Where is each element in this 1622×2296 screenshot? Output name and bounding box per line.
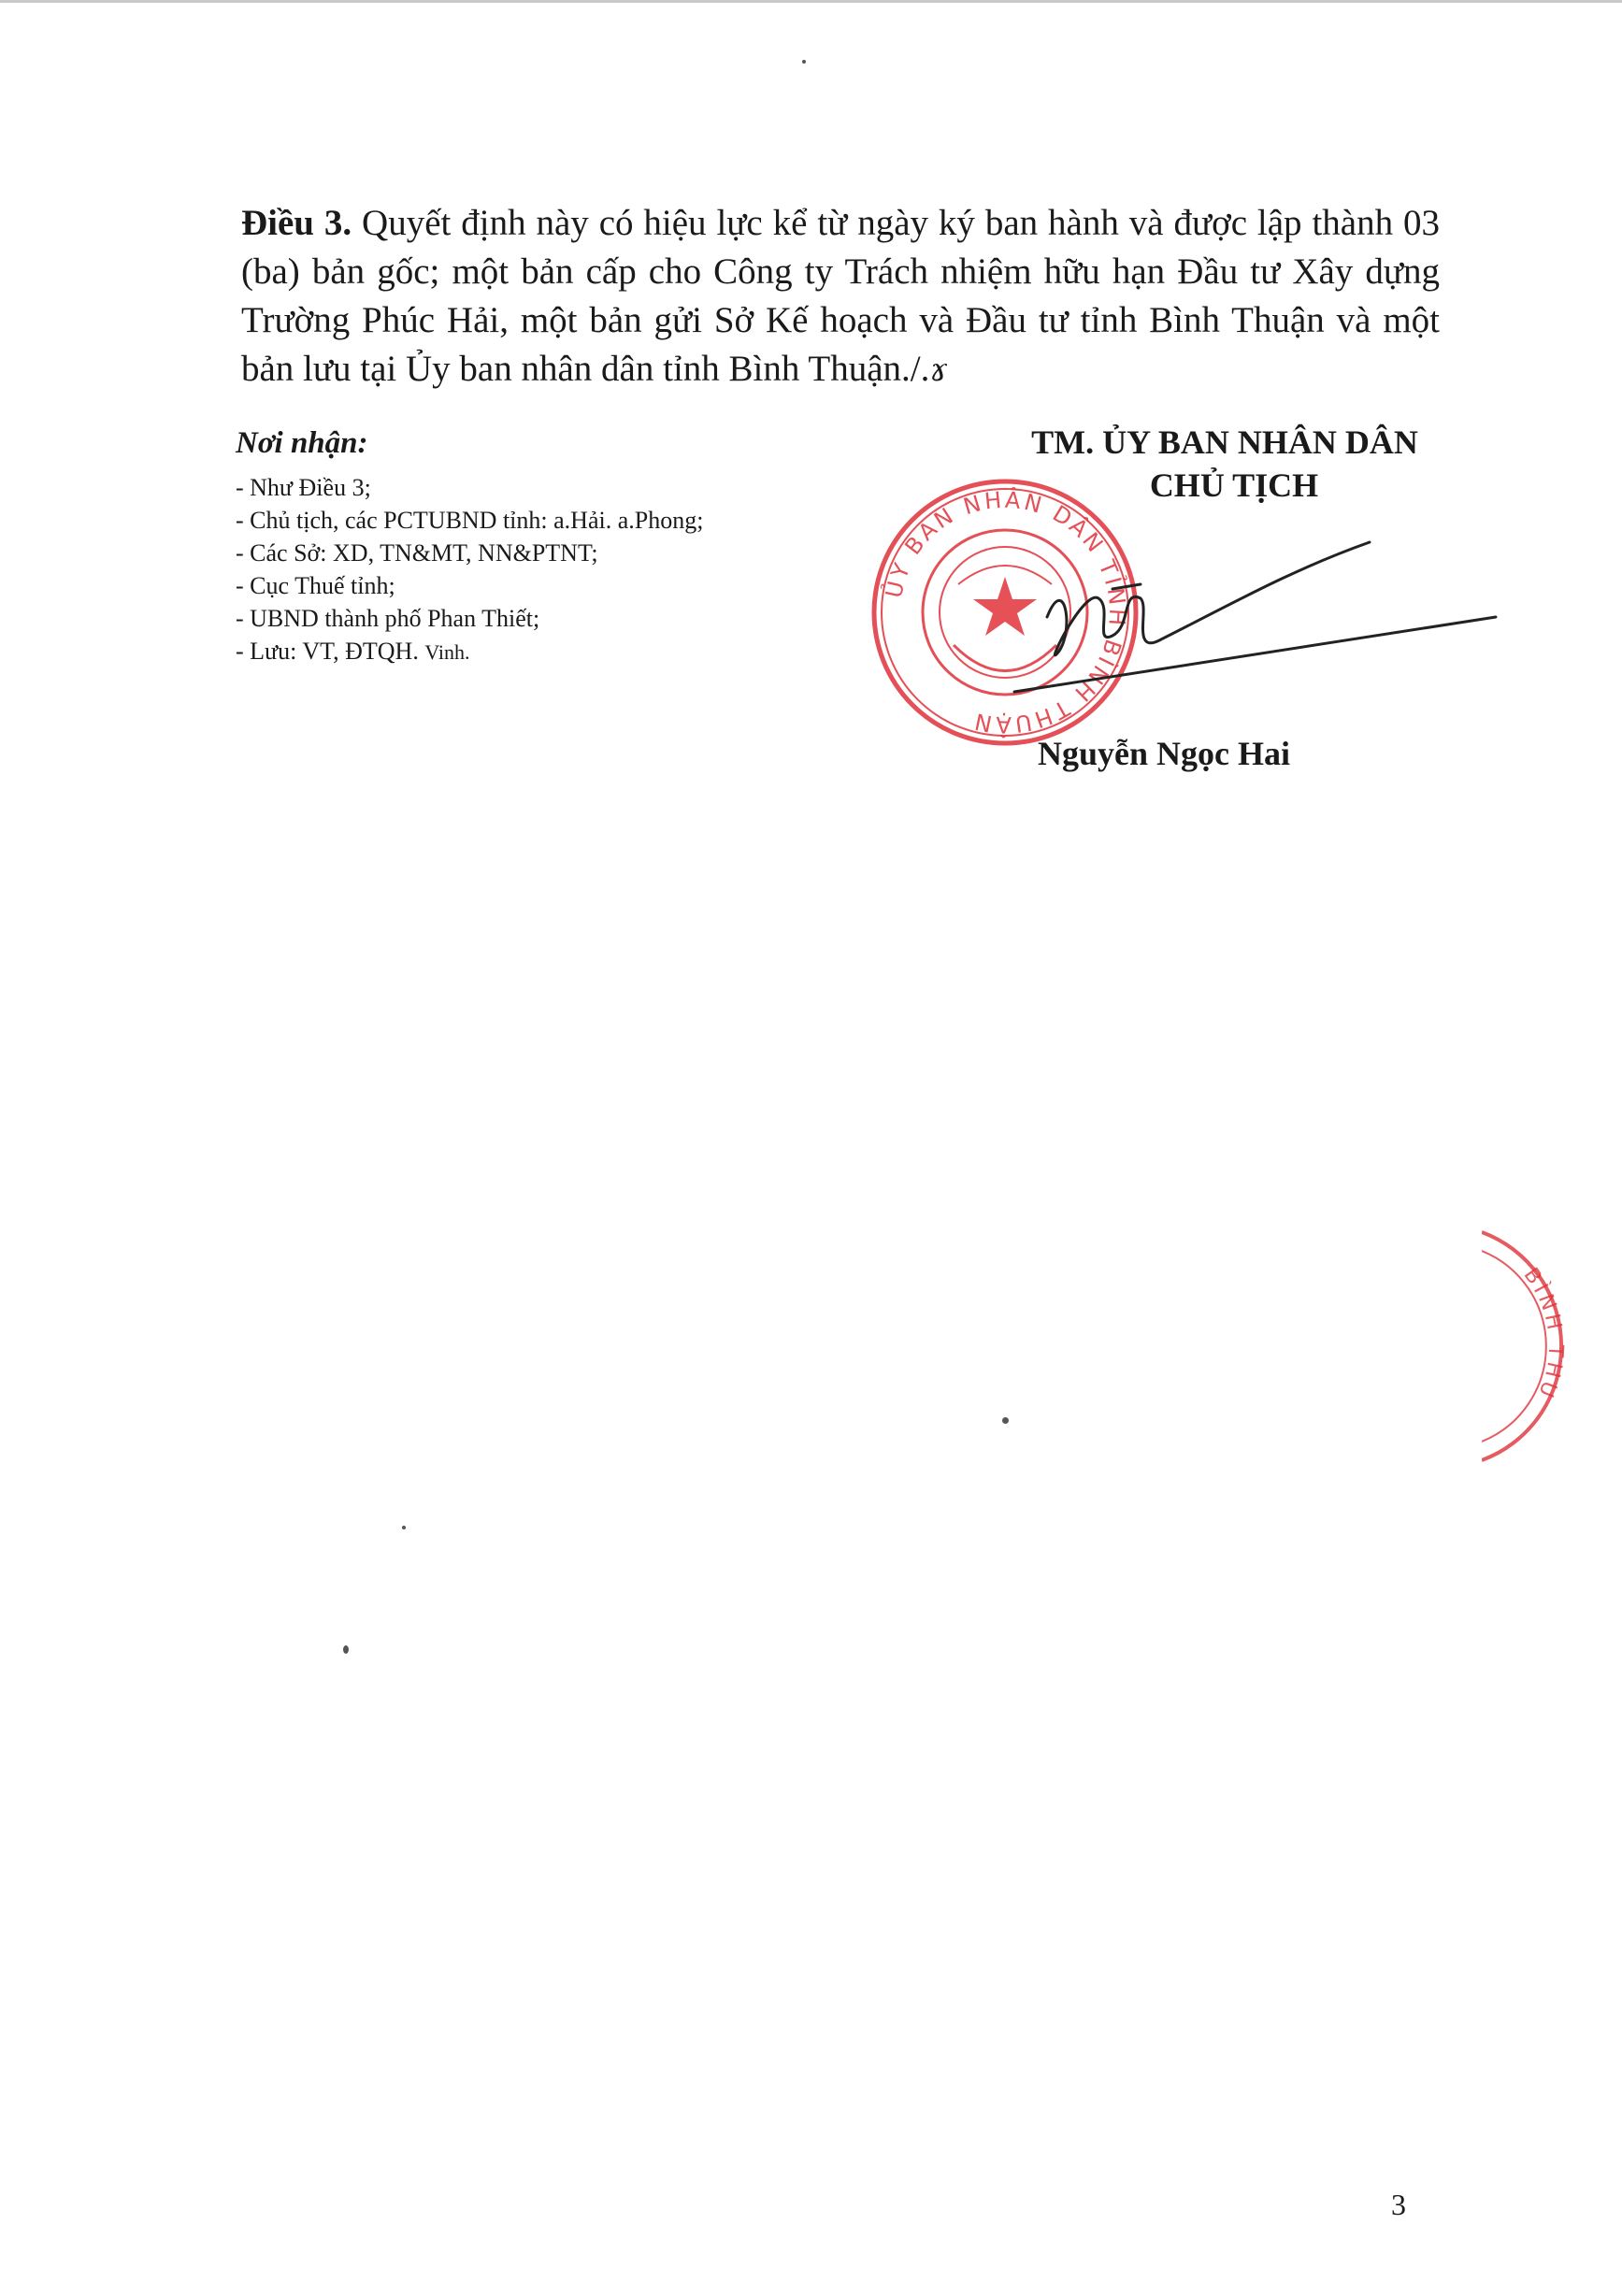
recipient-text: - UBND thành phố Phan Thiết; — [236, 605, 540, 632]
recipient-item — [236, 537, 834, 569]
page-number: 3 — [1391, 2188, 1406, 2221]
initial-mark: ɤ — [929, 352, 948, 389]
recipient-text: - Chủ tịch, các PCTUBND tỉnh: a.Hải. a.Phong; — [236, 507, 704, 534]
recipients-heading: Nơi nhận: — [236, 426, 368, 460]
article-3-lead: Điều 3. — [241, 203, 352, 243]
recipient-text: - Các Sở: XD, TN&MT, NN&PTNT; — [236, 539, 598, 567]
scan-speck — [1002, 1417, 1009, 1424]
seal-text: ỦY BAN NHÂN DÂN TỈNH BÌNH THUẬN — [880, 486, 1131, 739]
recipient-item — [236, 504, 834, 537]
recipient-text: - Lưu: VT, ĐTQH. — [236, 638, 425, 665]
recipient-text: - Như Điều 3; — [236, 474, 371, 501]
article-3-paragraph — [241, 199, 1440, 395]
recipient-item — [236, 602, 834, 635]
scan-speck — [802, 60, 806, 64]
signature-title-line1: TM. ỦY BAN NHÂN DÂN — [1031, 423, 1418, 461]
signer-name: Nguyễn Ngọc Hai — [1038, 735, 1290, 772]
article-3-text: Quyết định này có hiệu lực kể từ ngày ký ban hành và được lập thành 03 (ba) bản gốc; một bản cấp cho Công ty Trách nhiệm hữu hạn Đầu tư Xây dựng Trường Phúc Hải, một bản gửi Sở Kế hoạch và Đầu tư tỉnh Bình Thuận và một bản lưu tại Ủy ban nhân dân tỉnh Bình Thuận./. — [241, 203, 1440, 389]
recipients-block — [236, 424, 834, 668]
partial-seal-icon — [1482, 1225, 1622, 1468]
recipient-note: Vinh. — [424, 640, 470, 664]
page-top-edge — [0, 0, 1622, 3]
signature-mark — [1010, 533, 1514, 701]
scan-speck — [402, 1526, 406, 1529]
recipient-text: - Cục Thuế tỉnh; — [236, 572, 395, 599]
scan-speck — [343, 1645, 349, 1654]
recipient-item — [236, 635, 834, 668]
partial-seal-text: BÌNH THU — [1518, 1263, 1568, 1404]
signature-title-line2: CHỦ TỊCH — [1149, 466, 1319, 504]
recipients-list — [236, 471, 834, 668]
recipient-item — [236, 471, 834, 504]
recipient-item — [236, 569, 834, 602]
